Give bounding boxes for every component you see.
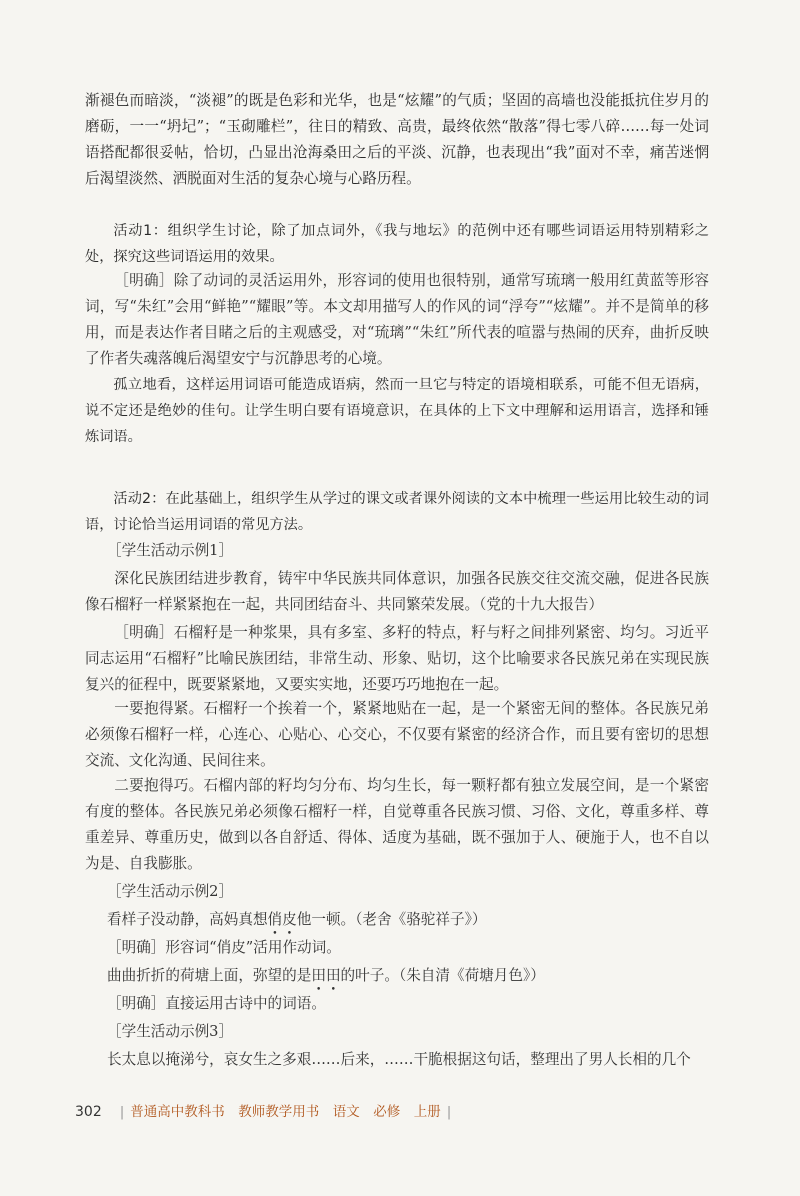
page-number: 302	[75, 1104, 102, 1120]
clarification-1: ［明确］除了动词的灵活运用外，形容词的使用也很特别，通常写琉璃一般用红黄蓝等形容词，写“朱红”会用“鲜艳”“耀眼”等。本文却用描写人的作风的词“浮夸”“炫耀”。并不是简单的移用，而是表达作者目睹之后的主观感受，对“琉璃”“朱红”所代表的喧嚣与热闹的厌弃，曲折反映了作者失魂落魄后渴望安宁与沉静思考的心境。	[85, 272, 709, 367]
hug-tight-paragraph: 一要抱得紧。石榴籽一个挨着一个，紧紧地贴在一起，是一个紧密无间的整体。各民族兄弟必须像石榴籽一样，心连心、心贴心、心交心，不仅要有紧密的经济合作，而且要有密切的思想交流、文化沟通、民间往来。	[85, 700, 709, 769]
emphasis-char: 俏	[267, 911, 283, 928]
activity-2-heading: 活动2：在此基础上，组织学生从学过的课文或者课外阅读的文本中梳理一些运用比较生动的词语，讨论恰当运用词语的常见方法。	[85, 491, 709, 533]
footer-divider: |	[119, 1104, 125, 1120]
book-title: 普通高中教科书 教师教学用书 语文 必修 上册	[130, 1104, 441, 1120]
student-example-3-label: ［学生活动示例3］	[107, 1023, 234, 1040]
hug-skillfully-paragraph: 二要抱得巧。石榴内部的籽均匀分布、均匀生长，每一颗籽都有独立发展空间，是一个紧密有度的整体。各民族兄弟必须像石榴籽一样，自觉尊重各民族习惯、习俗、文化，尊重多样、尊重差异、尊重历史，做到以各自舒适、得体、适度为基础，既不强加于人、硬施于人，也不自以为是、自我膨胀。	[85, 777, 709, 872]
example-text-suffix: 的叶子。（朱自清《荷塘月色》）	[340, 967, 545, 984]
page-footer	[75, 1102, 457, 1122]
student-example-1-text: 深化民族团结进步教育，铸牢中华民族共同体意识，加强各民族交往交流交融，促进各民族像石榴籽一样紧紧抱在一起，共同团结奋斗、共同繁荣发展。（党的十九大报告）	[85, 570, 709, 613]
example-text-prefix: 曲曲折折的荷塘上面，弥望的是	[107, 967, 312, 984]
student-example-3-text: 长太息以掩涕兮，哀女生之多艰……后来，……干脆根据这句话，整理出了男人长相的几个	[107, 1051, 691, 1068]
example-text-prefix: 看样子没动静，高妈真想	[107, 911, 268, 928]
student-example-2-label: ［学生活动示例2］	[107, 883, 234, 900]
student-example-2-text	[85, 907, 731, 933]
clarification-4: ［明确］直接运用古诗中的词语。	[107, 995, 326, 1012]
clarification-2: ［明确］石榴籽是一种浆果，具有多室、多籽的特点，籽与籽之间排列紧密、均匀。习近平同志运用“石榴籽”比喻民族团结，非常生动、形象、贴切，这个比喻要求各民族兄弟在实现民族复兴的征程中，既要紧紧地，又要实实地，还要巧巧地抱在一起。	[85, 624, 709, 693]
clarification-3: ［明确］形容词“俏皮”活用作动词。	[107, 939, 341, 956]
continued-paragraph: 渐褪色而暗淡，“淡褪”的既是色彩和光华，也是“炫耀”的气质；坚固的高墙也没能抵抗住岁月的磨砺，一一“坍圮”；“玉砌雕栏”，往日的精致、高贵，最终依然“散落”得七零八碎……每一处词语搭配都很妥帖，恰切，凸显出沧海桑田之后的平淡、沉静，也表现出“我”面对不幸，痛苦迷惘后渴望淡然、洒脱面对生活的复杂心境与心路历程。	[85, 92, 709, 187]
emphasis-char: 田	[311, 967, 326, 984]
activity-1-heading: 活动1：组织学生讨论，除了加点词外，《我与地坛》的范例中还有哪些词语运用特别精彩之处，探究这些词语运用的效果。	[85, 223, 709, 265]
footer-divider: |	[446, 1104, 452, 1120]
student-example-1-label: ［学生活动示例1］	[107, 542, 234, 559]
emphasis-char: 皮	[282, 911, 297, 928]
student-example-2b-text	[85, 963, 731, 989]
isolated-view-paragraph: 孤立地看，这样运用词语可能造成语病，然而一旦它与特定的语境相联系，可能不但无语病，说不定还是绝妙的佳句。让学生明白要有语境意识，在具体的上下文中理解和运用语言，选择和锤炼词语。	[85, 377, 709, 445]
example-text-suffix: 他一顿。（老舍《骆驼祥子》）	[296, 911, 487, 928]
emphasis-char: 田	[325, 967, 341, 984]
